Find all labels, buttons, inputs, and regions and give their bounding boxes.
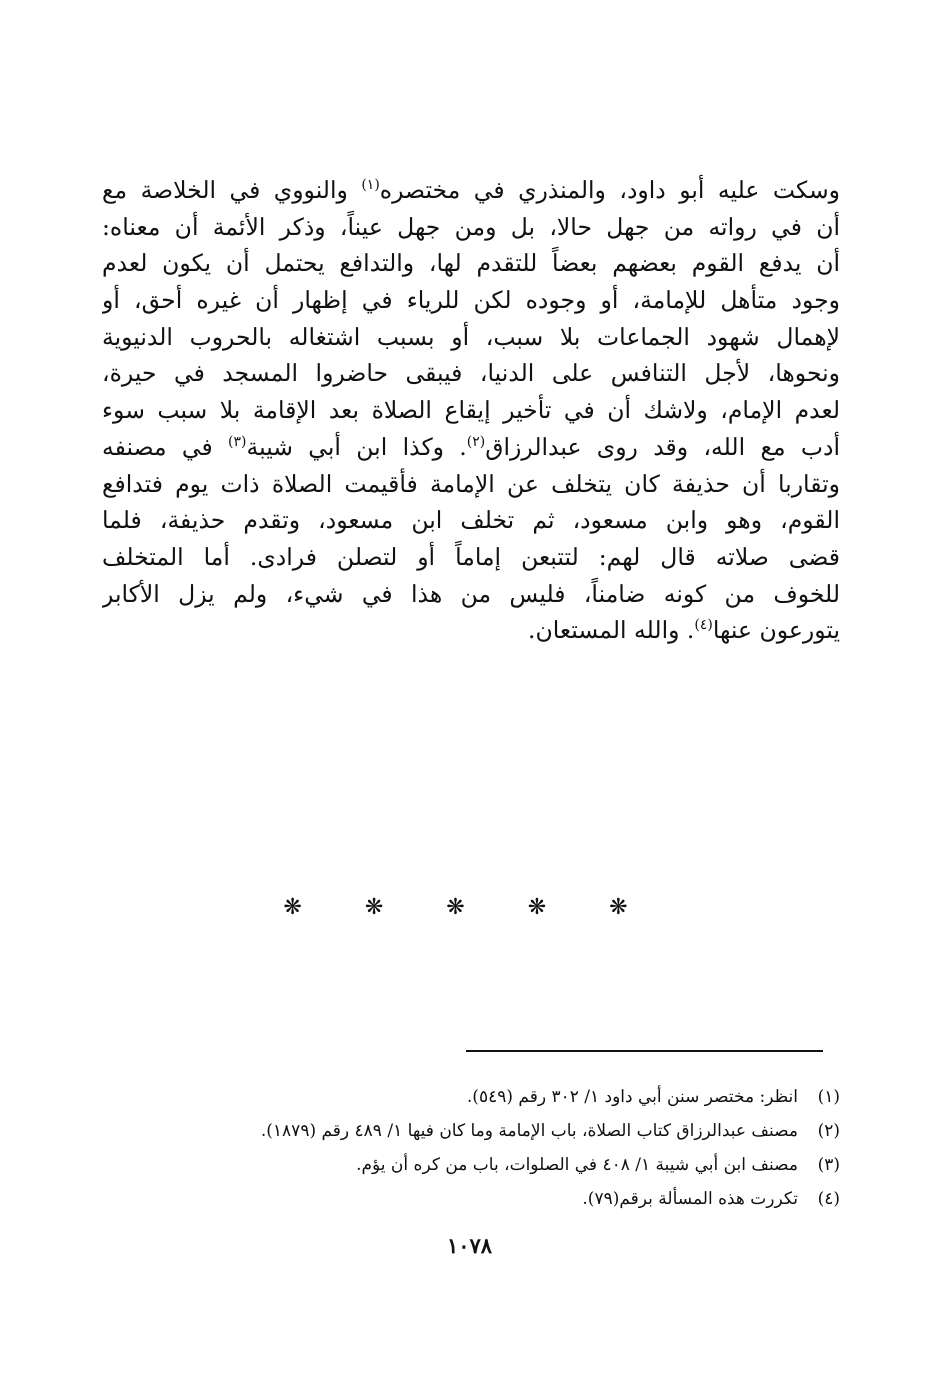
footnote-number: (٤) [817,1189,840,1209]
footnote [90,1148,840,1182]
footnote [90,1114,840,1148]
text-line: أدب مع الله، وقد روى عبدالرزاق$^{(٢)}$. وكذا ابن أبي شيبة$^{(٣)}$ في مصنفه [102,432,840,461]
text-line: قضى صلاته قال لهم: لتتبعن إماماً أو لتصلن فرادى. أما المتخلف [102,542,840,571]
text-line: القوم، وهو وابن مسعود، ثم تخلف ابن مسعود، وتقدم حذيفة، فلما [102,506,840,535]
footnote-ref: (٤) [694,617,713,634]
text-line: لعدم الإمام، ولاشك أن في تأخير إيقاع الصلاة بعد الإقامة بلا سبب سوء [102,396,840,425]
footnote-ref: (٢) [466,433,486,450]
footnote [90,1080,840,1114]
main-text [102,172,840,649]
page-number: ١٠٧٨ [446,1233,493,1258]
text-line: أن يدفع القوم بعضهم بعضاً للتقدم لها، والتدافع يحتمل أن يكون لعدم [102,249,840,278]
text-line: وتقاربا أن حذيفة كان يتخلف عن الإمامة فأقيمت الصلاة ذات يوم فتدافع [102,469,840,498]
text-line: أن في رواته من جهل حالا، بل ومن جهل عيناً، وذكر الأئمة أن معناه: [102,212,840,241]
footnote-text: مصنف ابن أبي شيبة ١/ ٤٠٨ في الصلوات، باب من كره أن يؤم. [356,1155,798,1175]
text-line: للخوف من كونه ضامناً، فليس من هذا في شيء، ولم يزل الأكابر [102,579,840,608]
text-line: ونحوها، لأجل التنافس على الدنيا، فيبقى حاضروا المسجد في حيرة، [102,359,840,388]
text-line: لإهمال شهود الجماعات بلا سبب، أو بسبب اشتغاله بالحروب الدنيوية [102,322,840,351]
footnote-text: انظر: مختصر سنن أبي داود ١/ ٣٠٢ رقم (٥٤٩). [466,1087,798,1107]
section-divider-stars: ❋ ❋ ❋ ❋ ❋ [283,895,656,920]
footnote-separator [466,1050,823,1052]
footnotes [90,1080,840,1216]
footnote-number: (١) [817,1087,840,1107]
footnote-number: (٢) [817,1121,840,1141]
text-line: وجود متأهل للإمامة، أو وجوده لكن للرياء في إظهار أن غيره أحق، أو [102,286,840,315]
footnote-number: (٣) [817,1155,840,1175]
footnote-ref: (٣) [228,433,247,450]
text-line: وسكت عليه أبو داود، والمنذري في مختصره$^{(١)}$ والنووي في الخلاصة مع [102,176,840,204]
text-line: يتورعون عنها$^{(٤)}$. والله المستعان. [528,616,840,645]
footnote-text: تكررت هذه المسألة برقم(٧٩). [582,1189,798,1209]
footnote [90,1182,840,1216]
footnote-ref: (١) [361,177,380,194]
footnote-text: مصنف عبدالرزاق كتاب الصلاة، باب الإمامة وما كان فيها ١/ ٤٨٩ رقم (١٨٧٩). [260,1121,798,1141]
